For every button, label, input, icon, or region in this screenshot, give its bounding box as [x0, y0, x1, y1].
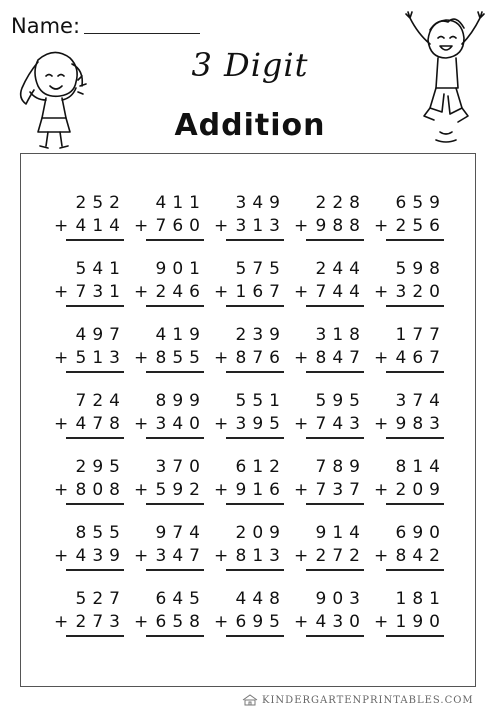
addend-bottom: 847 [315, 348, 366, 368]
addend-top: 374 [395, 391, 446, 411]
addend-bottom: 439 [75, 546, 126, 566]
answer-line [386, 437, 444, 439]
addend-top: 497 [75, 325, 126, 345]
addend-top: 914 [315, 523, 366, 543]
answer-line [226, 437, 284, 439]
addend-top: 370 [155, 457, 206, 477]
addend-bottom: 988 [315, 216, 366, 236]
addend-top: 318 [315, 325, 366, 345]
addend-bottom: 760 [155, 216, 206, 236]
answer-line [146, 635, 204, 637]
answer-line [306, 635, 364, 637]
addend-bottom: 246 [155, 282, 206, 302]
addend-top: 974 [155, 523, 206, 543]
answer-line [226, 371, 284, 373]
addition-problem [134, 523, 206, 573]
plus-sign: + [134, 282, 149, 302]
addition-problem [54, 589, 126, 639]
answer-line [386, 239, 444, 241]
answer-line [226, 569, 284, 571]
answer-line [146, 239, 204, 241]
addition-problem [54, 523, 126, 573]
plus-sign: + [374, 546, 389, 566]
addition-problem [214, 391, 286, 441]
addend-top: 239 [235, 325, 286, 345]
addend-bottom: 813 [235, 546, 286, 566]
addend-top: 541 [75, 259, 126, 279]
site-footer: KINDERGARTENPRINTABLES.COM [262, 695, 474, 706]
worksheet-title-bold: Addition [174, 108, 326, 143]
addend-top: 448 [235, 589, 286, 609]
plus-sign: + [214, 348, 229, 368]
answer-line [146, 569, 204, 571]
plus-sign: + [134, 348, 149, 368]
plus-sign: + [374, 414, 389, 434]
addend-top: 181 [395, 589, 446, 609]
name-field [11, 14, 200, 38]
plus-sign: + [134, 480, 149, 500]
addend-bottom: 414 [75, 216, 126, 236]
addition-problem [294, 589, 366, 639]
addend-bottom: 167 [235, 282, 286, 302]
addend-bottom: 737 [315, 480, 366, 500]
addend-top: 209 [235, 523, 286, 543]
addend-bottom: 273 [75, 612, 126, 632]
addend-top: 659 [395, 193, 446, 213]
addend-bottom: 467 [395, 348, 446, 368]
addition-problem [374, 193, 446, 243]
addend-top: 724 [75, 391, 126, 411]
answer-line [226, 635, 284, 637]
plus-sign: + [214, 414, 229, 434]
answer-line [226, 305, 284, 307]
addition-problem [54, 325, 126, 375]
addition-problem [374, 457, 446, 507]
addend-bottom: 743 [315, 414, 366, 434]
addition-problem [214, 457, 286, 507]
plus-sign: + [294, 546, 309, 566]
addition-problem [54, 259, 126, 309]
addition-problem [134, 259, 206, 309]
plus-sign: + [374, 348, 389, 368]
answer-line [306, 371, 364, 373]
addition-problem [294, 391, 366, 441]
addition-problem [294, 193, 366, 243]
addend-bottom: 876 [235, 348, 286, 368]
addition-problem [294, 325, 366, 375]
plus-sign: + [214, 480, 229, 500]
answer-line [146, 503, 204, 505]
answer-line [226, 503, 284, 505]
problems-grid [20, 153, 476, 687]
plus-sign: + [214, 216, 229, 236]
answer-line [306, 239, 364, 241]
addend-bottom: 695 [235, 612, 286, 632]
jumping-child-right-illustration [400, 4, 490, 154]
plus-sign: + [134, 612, 149, 632]
addition-problem [134, 325, 206, 375]
addend-bottom: 430 [315, 612, 366, 632]
addition-problem [214, 523, 286, 573]
plus-sign: + [54, 612, 69, 632]
addition-problem [214, 259, 286, 309]
plus-sign: + [294, 480, 309, 500]
addend-top: 527 [75, 589, 126, 609]
addition-problem [374, 523, 446, 573]
addition-problem [54, 457, 126, 507]
answer-line [66, 569, 124, 571]
addend-top: 411 [155, 193, 206, 213]
plus-sign: + [134, 414, 149, 434]
plus-sign: + [294, 414, 309, 434]
answer-line [66, 635, 124, 637]
plus-sign: + [374, 480, 389, 500]
answer-line [146, 437, 204, 439]
addend-bottom: 347 [155, 546, 206, 566]
addition-problem [134, 193, 206, 243]
addition-problem [214, 589, 286, 639]
addend-bottom: 592 [155, 480, 206, 500]
addend-top: 244 [315, 259, 366, 279]
answer-line [386, 371, 444, 373]
answer-line [306, 305, 364, 307]
plus-sign: + [374, 282, 389, 302]
addend-bottom: 340 [155, 414, 206, 434]
plus-sign: + [374, 612, 389, 632]
plus-sign: + [294, 216, 309, 236]
plus-sign: + [294, 612, 309, 632]
addend-bottom: 395 [235, 414, 286, 434]
plus-sign: + [134, 546, 149, 566]
addend-top: 612 [235, 457, 286, 477]
addend-top: 551 [235, 391, 286, 411]
name-label: Name: [11, 14, 81, 38]
addend-bottom: 313 [235, 216, 286, 236]
addend-bottom: 842 [395, 546, 446, 566]
addend-bottom: 983 [395, 414, 446, 434]
plus-sign: + [54, 282, 69, 302]
addend-top: 575 [235, 259, 286, 279]
addend-bottom: 855 [155, 348, 206, 368]
answer-line [306, 503, 364, 505]
addend-top: 903 [315, 589, 366, 609]
plus-sign: + [374, 216, 389, 236]
school-house-icon [242, 694, 258, 706]
plus-sign: + [54, 348, 69, 368]
plus-sign: + [294, 282, 309, 302]
addend-bottom: 478 [75, 414, 126, 434]
name-blank-line [84, 33, 200, 34]
addend-top: 598 [395, 259, 446, 279]
addend-bottom: 513 [75, 348, 126, 368]
addend-top: 789 [315, 457, 366, 477]
addition-problem [374, 325, 446, 375]
plus-sign: + [214, 546, 229, 566]
addend-top: 252 [75, 193, 126, 213]
addition-problem [294, 523, 366, 573]
addition-problem [374, 259, 446, 309]
answer-line [66, 305, 124, 307]
addend-bottom: 256 [395, 216, 446, 236]
addend-top: 690 [395, 523, 446, 543]
addend-bottom: 744 [315, 282, 366, 302]
answer-line [66, 503, 124, 505]
answer-line [66, 371, 124, 373]
answer-line [226, 239, 284, 241]
answer-line [386, 305, 444, 307]
answer-line [386, 569, 444, 571]
addition-problem [54, 193, 126, 243]
addition-problem [294, 259, 366, 309]
worksheet-title-script: 3 Digit [191, 46, 309, 84]
plus-sign: + [54, 546, 69, 566]
addend-bottom: 190 [395, 612, 446, 632]
addend-top: 228 [315, 193, 366, 213]
answer-line [386, 503, 444, 505]
plus-sign: + [54, 414, 69, 434]
addend-top: 855 [75, 523, 126, 543]
answer-line [66, 437, 124, 439]
addend-bottom: 320 [395, 282, 446, 302]
plus-sign: + [134, 216, 149, 236]
plus-sign: + [294, 348, 309, 368]
plus-sign: + [54, 216, 69, 236]
addition-problem [214, 325, 286, 375]
addend-bottom: 808 [75, 480, 126, 500]
addend-top: 595 [315, 391, 366, 411]
addend-bottom: 209 [395, 480, 446, 500]
answer-line [146, 305, 204, 307]
addend-top: 814 [395, 457, 446, 477]
addend-top: 645 [155, 589, 206, 609]
addend-top: 295 [75, 457, 126, 477]
addition-problem [294, 457, 366, 507]
addend-top: 419 [155, 325, 206, 345]
answer-line [146, 371, 204, 373]
answer-line [306, 437, 364, 439]
addend-top: 349 [235, 193, 286, 213]
addition-problem [374, 589, 446, 639]
addition-problem [374, 391, 446, 441]
answer-line [66, 239, 124, 241]
addition-problem [134, 391, 206, 441]
addend-bottom: 916 [235, 480, 286, 500]
addition-problem [134, 589, 206, 639]
addend-top: 901 [155, 259, 206, 279]
addend-bottom: 731 [75, 282, 126, 302]
plus-sign: + [214, 282, 229, 302]
addend-bottom: 658 [155, 612, 206, 632]
plus-sign: + [214, 612, 229, 632]
addition-problem [214, 193, 286, 243]
answer-line [386, 635, 444, 637]
answer-line [306, 569, 364, 571]
addend-top: 177 [395, 325, 446, 345]
plus-sign: + [54, 480, 69, 500]
addend-bottom: 272 [315, 546, 366, 566]
addition-problem [54, 391, 126, 441]
addition-problem [134, 457, 206, 507]
addend-top: 899 [155, 391, 206, 411]
